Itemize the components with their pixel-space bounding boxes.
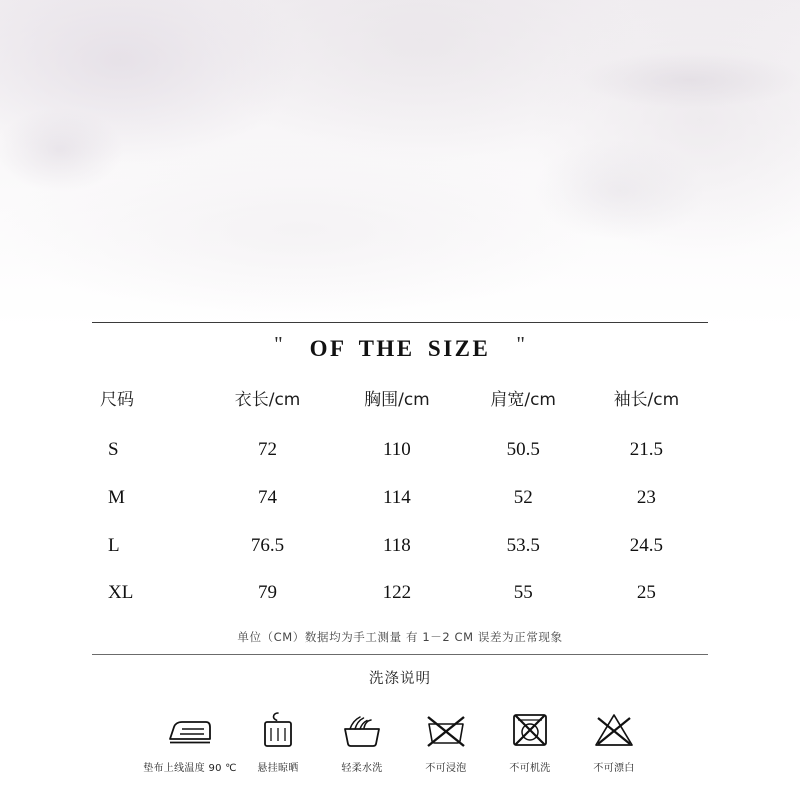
title-left-quote: " <box>274 331 284 356</box>
iron-icon <box>164 708 216 752</box>
care-section-title: 洗涤说明 <box>369 671 431 687</box>
hanger-dry-icon <box>252 708 304 752</box>
cell-shoulder: 55 <box>513 582 533 604</box>
size-chart-panel <box>92 322 708 774</box>
cell-length: 74 <box>258 486 278 508</box>
cell-shoulder: 50.5 <box>506 439 540 460</box>
measurement-note: 单位（CM）数据均为手工测量 有 1－2 CM 误差为正常现象 <box>237 630 563 644</box>
no-soak-icon <box>420 708 472 752</box>
cell-sleeve: 21.5 <box>629 439 664 460</box>
column-header-length: 衣长/cm <box>234 390 301 410</box>
cell-shoulder: 52 <box>513 486 533 508</box>
no-machine-wash-icon <box>504 708 556 752</box>
table-row <box>92 426 708 474</box>
cell-sleeve: 23 <box>636 486 656 508</box>
cell-sleeve: 25 <box>636 582 656 604</box>
table-row <box>92 569 708 617</box>
cell-sleeve: 24.5 <box>629 534 664 556</box>
size-chart-title <box>92 323 708 375</box>
table-header-row <box>92 375 708 426</box>
care-label: 不可漂白 <box>593 763 635 774</box>
table-row <box>92 474 708 522</box>
column-header-shoulder: 肩宽/cm <box>490 390 556 410</box>
care-label: 不可机洗 <box>509 763 551 774</box>
column-header-size: 尺码 <box>100 390 134 410</box>
cell-size: S <box>108 439 119 460</box>
care-item-hanger-dry <box>236 708 320 774</box>
no-bleach-icon <box>588 708 640 752</box>
cell-size: L <box>108 534 120 556</box>
hand-wash-icon <box>336 708 388 752</box>
size-table <box>92 375 708 617</box>
background-wash-secondary <box>0 0 800 320</box>
page-title: OF THE SIZE <box>309 336 491 361</box>
column-header-sleeve: 袖长/cm <box>613 390 680 410</box>
table-row <box>92 522 708 570</box>
care-label: 轻柔水洗 <box>341 763 383 774</box>
title-right-quote: " <box>516 331 526 356</box>
care-item-hand-wash <box>320 708 404 774</box>
care-label: 不可浸泡 <box>425 763 467 774</box>
cell-bust: 114 <box>383 486 411 508</box>
cell-bust: 122 <box>382 582 412 604</box>
cell-length: 79 <box>258 582 278 604</box>
care-label: 悬挂晾晒 <box>257 763 299 774</box>
column-header-bust: 胸围/cm <box>364 390 430 410</box>
care-item-iron <box>144 708 236 774</box>
cell-length: 72 <box>258 439 278 460</box>
cell-bust: 110 <box>383 439 411 460</box>
cell-shoulder: 53.5 <box>506 534 540 556</box>
care-icon-row <box>92 694 708 774</box>
cell-size: XL <box>108 582 134 604</box>
care-label: 垫布上线温度 90 ℃ <box>143 763 237 774</box>
care-item-no-soak <box>404 708 488 774</box>
care-item-no-bleach <box>572 708 656 774</box>
cell-length: 76.5 <box>250 534 285 556</box>
cell-size: M <box>108 486 125 508</box>
care-item-no-machine-wash <box>488 708 572 774</box>
cell-bust: 118 <box>383 534 411 556</box>
